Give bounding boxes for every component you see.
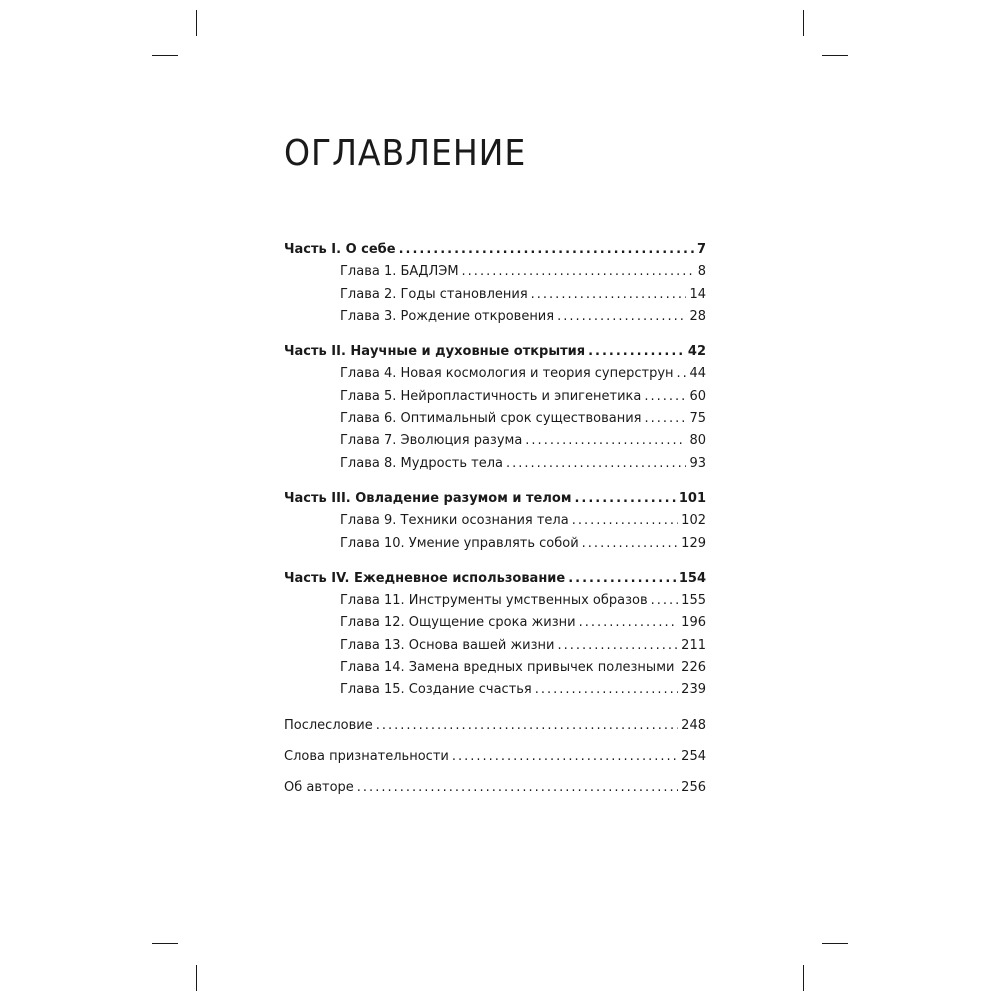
toc-chapter[interactable] — [284, 261, 706, 283]
toc-part[interactable] — [284, 239, 706, 261]
toc-chapter[interactable] — [284, 533, 706, 555]
crop-mark-bottom-left-vertical — [196, 965, 197, 991]
toc-back-matter-label: Слова признательности — [284, 748, 449, 764]
toc-chapter-label: Глава 7. Эволюция разума — [340, 433, 523, 449]
page-title: ОГЛАВЛЕНИЕ — [284, 133, 527, 174]
crop-mark-top-right-vertical — [803, 10, 804, 36]
toc-page-number: 154 — [678, 570, 706, 586]
dot-leader — [525, 430, 686, 452]
toc-part-label: Часть I. О себе — [284, 242, 396, 257]
dot-leader — [677, 363, 687, 385]
toc-page-number: 7 — [696, 242, 706, 257]
toc-chapter-label: Глава 12. Ощущение срока жизни — [340, 615, 576, 631]
dot-leader — [677, 657, 678, 679]
toc-chapter[interactable] — [284, 386, 706, 408]
toc-chapter[interactable] — [284, 590, 706, 612]
toc-chapter-label: Глава 5. Нейропластичность и эпигенетика — [340, 388, 642, 404]
toc-chapter-label: Глава 3. Рождение откровения — [340, 308, 555, 324]
table-of-contents — [284, 239, 706, 800]
dot-leader — [535, 679, 678, 701]
dot-leader — [557, 306, 686, 328]
dot-leader — [399, 239, 694, 261]
dot-leader — [588, 341, 685, 363]
toc-chapter-label: Глава 13. Основа вашей жизни — [340, 637, 555, 653]
dot-leader — [531, 284, 687, 306]
toc-page-number: 44 — [689, 366, 706, 382]
toc-chapter[interactable] — [284, 284, 706, 306]
toc-chapter-label: Глава 11. Инструменты умственных образов — [340, 593, 648, 609]
toc-page-number: 60 — [689, 388, 706, 404]
toc-back-matter-item[interactable] — [284, 715, 706, 737]
toc-page-number: 8 — [697, 264, 706, 280]
toc-chapter[interactable] — [284, 510, 706, 532]
toc-chapter[interactable] — [284, 306, 706, 328]
toc-back-matter-item[interactable] — [284, 746, 706, 768]
dot-leader — [572, 510, 678, 532]
toc-chapter[interactable] — [284, 363, 706, 385]
toc-page-number: 28 — [689, 308, 706, 324]
toc-page-number: 155 — [681, 593, 706, 609]
toc-chapter-label: Глава 1. БАДЛЭМ — [340, 264, 459, 280]
toc-chapter-label: Глава 6. Оптимальный срок существования — [340, 411, 642, 427]
toc-back-matter-label: Послесловие — [284, 717, 373, 733]
toc-chapter-label: Глава 9. Техники осознания тела — [340, 513, 569, 529]
toc-chapter-label: Глава 10. Умение управлять собой — [340, 535, 579, 551]
toc-part-label: Часть IV. Ежедневное использование — [284, 570, 566, 586]
dot-leader — [357, 777, 678, 799]
toc-back-matter-item[interactable] — [284, 777, 706, 799]
dot-leader — [558, 635, 679, 657]
toc-page-number: 226 — [681, 660, 706, 676]
toc-page-number: 211 — [681, 637, 706, 653]
toc-chapter-label: Глава 2. Годы становления — [340, 286, 528, 302]
toc-page-number: 129 — [681, 535, 706, 551]
toc-chapter[interactable] — [284, 453, 706, 475]
toc-page-number: 256 — [681, 780, 706, 796]
toc-page-number: 102 — [681, 513, 706, 529]
dot-leader — [462, 261, 695, 283]
crop-mark-bottom-right-horizontal — [822, 943, 848, 944]
dot-leader — [574, 488, 675, 510]
toc-chapter[interactable] — [284, 612, 706, 634]
toc-back-matter-label: Об авторе — [284, 780, 354, 796]
toc-page-number: 101 — [678, 490, 706, 506]
toc-part-label: Часть II. Научные и духовные открытия — [284, 344, 586, 360]
toc-chapter-label: Глава 4. Новая космология и теория суперструн — [340, 366, 674, 382]
crop-mark-top-right-horizontal — [822, 55, 848, 56]
toc-chapter-label: Глава 14. Замена вредных привычек полезными — [340, 660, 675, 676]
crop-mark-top-left-vertical — [196, 10, 197, 36]
dot-leader — [645, 408, 687, 430]
dot-leader — [579, 612, 679, 634]
toc-page-number: 248 — [681, 717, 706, 733]
toc-part[interactable] — [284, 568, 706, 590]
dot-leader — [376, 715, 678, 737]
toc-page-number: 239 — [681, 682, 706, 698]
toc-chapter-label: Глава 8. Мудрость тела — [340, 455, 503, 471]
toc-part-label: Часть III. Овладение разумом и телом — [284, 490, 572, 506]
toc-chapter[interactable] — [284, 657, 706, 679]
toc-chapter[interactable] — [284, 679, 706, 701]
dot-leader — [582, 533, 679, 555]
toc-page-number: 196 — [681, 615, 706, 631]
dot-leader — [452, 746, 678, 768]
toc-chapter-label: Глава 15. Создание счастья — [340, 682, 532, 698]
toc-page-number: 80 — [689, 433, 706, 449]
toc-page-number: 254 — [681, 748, 706, 764]
toc-part[interactable] — [284, 341, 706, 363]
dot-leader — [651, 590, 679, 612]
toc-chapter[interactable] — [284, 408, 706, 430]
toc-chapter[interactable] — [284, 635, 706, 657]
dot-leader — [506, 453, 686, 475]
toc-part[interactable] — [284, 488, 706, 510]
crop-mark-bottom-left-horizontal — [152, 943, 178, 944]
toc-page-number: 42 — [687, 344, 706, 360]
toc-page-number: 93 — [689, 455, 706, 471]
toc-chapter[interactable] — [284, 430, 706, 452]
toc-page-number: 14 — [689, 286, 706, 302]
dot-leader — [568, 568, 676, 590]
crop-mark-top-left-horizontal — [152, 55, 178, 56]
toc-page-number: 75 — [689, 411, 706, 427]
dot-leader — [644, 386, 686, 408]
crop-mark-bottom-right-vertical — [803, 965, 804, 991]
